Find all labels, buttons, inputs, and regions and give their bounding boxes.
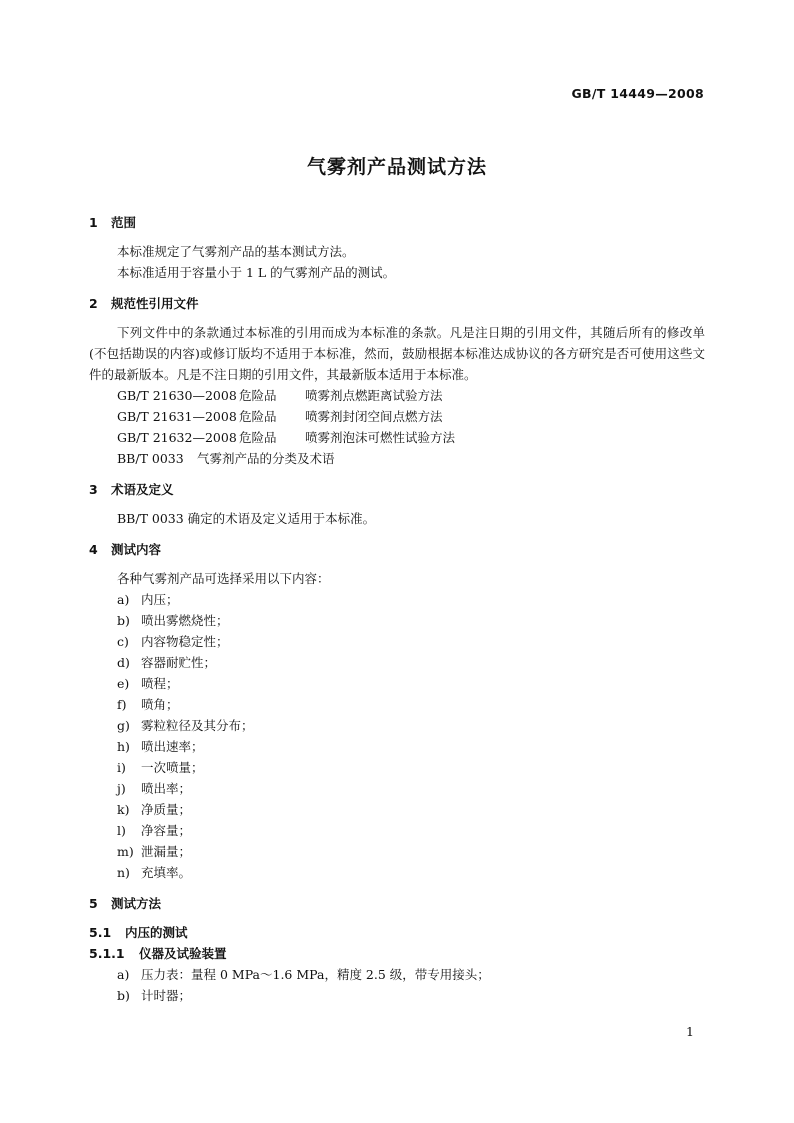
subsection-5-1-heading <box>89 922 705 943</box>
section-title: 术语及定义 <box>111 482 174 497</box>
list-marker: g) <box>117 718 130 733</box>
list-text: 内容物稳定性； <box>141 634 229 649</box>
list-marker: c) <box>117 634 129 649</box>
list-item <box>89 862 705 883</box>
section-number: 4 <box>89 542 98 557</box>
section-3-heading <box>89 479 705 500</box>
reference-name: 喷雾剂点燃距离试验方法 <box>305 388 443 403</box>
document-title: 气雾剂产品测试方法 <box>306 156 487 178</box>
section-title: 测试方法 <box>111 896 162 911</box>
list-item <box>89 799 705 820</box>
list-text: 喷出速率； <box>141 739 204 754</box>
section-title: 范围 <box>111 215 137 230</box>
list-text: 压力表：量程 0 MPa～1.6 MPa，精度 2.5 级，带专用接头； <box>141 967 490 982</box>
list-marker: i) <box>117 760 126 775</box>
list-item <box>89 715 705 736</box>
reference-name: 气雾剂产品的分类及术语 <box>197 451 335 466</box>
list-marker: l) <box>117 823 126 838</box>
list-item <box>89 652 705 673</box>
reference-item <box>89 427 705 448</box>
reference-name: 喷雾剂封闭空间点燃方法 <box>305 409 443 424</box>
list-item <box>89 694 705 715</box>
list-text: 喷出雾燃烧性； <box>141 613 229 628</box>
reference-item <box>89 448 705 469</box>
list-marker: a) <box>117 592 130 607</box>
list-marker: k) <box>117 802 130 817</box>
section-number: 5 <box>89 896 98 911</box>
list-item <box>89 610 705 631</box>
standard-code: GB/T 14449—2008 <box>571 86 704 101</box>
section-number: 5.1 <box>89 925 112 940</box>
list-item <box>89 631 705 652</box>
list-text: 雾粒粒径及其分布； <box>141 718 254 733</box>
list-item <box>89 589 705 610</box>
list-marker: b) <box>117 988 130 1003</box>
list-marker: n) <box>117 865 130 880</box>
reference-code: GB/T 21630—2008 <box>117 388 237 403</box>
section-number: 2 <box>89 296 98 311</box>
reference-category: 危险品 <box>239 409 277 424</box>
section-number: 1 <box>89 215 98 230</box>
list-item <box>89 820 705 841</box>
subsection-5-1-1-heading <box>89 943 705 964</box>
list-marker: e) <box>117 676 130 691</box>
list-text: 喷程； <box>141 676 179 691</box>
reference-item <box>89 385 705 406</box>
section-2-heading <box>89 293 705 314</box>
section-title: 规范性引用文件 <box>111 296 199 311</box>
section-5-heading <box>89 893 705 914</box>
paragraph: 本标准适用于容量小于 1 L 的气雾剂产品的测试。 <box>117 265 396 280</box>
list-text: 喷出率； <box>141 781 192 796</box>
reference-code: GB/T 21631—2008 <box>117 409 237 424</box>
section-title: 仪器及试验装置 <box>139 946 227 961</box>
list-text: 计时器； <box>141 988 192 1003</box>
paragraph: 各种气雾剂产品可选择采用以下内容： <box>117 571 330 586</box>
section-number: 5.1.1 <box>89 946 125 961</box>
document-body <box>89 212 705 1006</box>
list-item <box>89 964 705 985</box>
list-marker: a) <box>117 967 130 982</box>
reference-name: 喷雾剂泡沫可燃性试验方法 <box>305 430 456 445</box>
list-text: 内压； <box>141 592 179 607</box>
section-title: 测试内容 <box>111 542 162 557</box>
list-marker: m) <box>117 844 134 859</box>
section-1-heading <box>89 212 705 233</box>
list-item <box>89 778 705 799</box>
paragraph: 下列文件中的条款通过本标准的引用而成为本标准的条款。凡是注日期的引用文件，其随后所有的修改单(不包括勘误的内容)或修订版均不适用于本标准，然而，鼓励根据本标准达成协议的各方研究是否可使用这些文件的最新版本。凡是不注日期的引用文件，其最新版本适用于本标准。 <box>89 325 705 382</box>
list-text: 泄漏量； <box>141 844 192 859</box>
paragraph: 本标准规定了气雾剂产品的基本测试方法。 <box>117 244 355 259</box>
list-text: 充填率。 <box>141 865 192 880</box>
reference-code: BB/T 0033 <box>117 451 184 466</box>
list-item <box>89 757 705 778</box>
list-marker: b) <box>117 613 130 628</box>
list-marker: f) <box>117 697 127 712</box>
list-marker: j) <box>117 781 126 796</box>
list-item <box>89 985 705 1006</box>
reference-item <box>89 406 705 427</box>
section-number: 3 <box>89 482 98 497</box>
reference-category: 危险品 <box>239 430 277 445</box>
list-text: 一次喷量； <box>141 760 204 775</box>
section-title: 内压的测试 <box>125 925 188 940</box>
page-number: 1 <box>686 1024 694 1039</box>
list-item <box>89 673 705 694</box>
list-text: 容器耐贮性； <box>141 655 217 670</box>
list-text: 净容量； <box>141 823 192 838</box>
list-item <box>89 841 705 862</box>
list-text: 喷角； <box>141 697 179 712</box>
list-item <box>89 736 705 757</box>
list-marker: h) <box>117 739 130 754</box>
list-text: 净质量； <box>141 802 192 817</box>
reference-category: 危险品 <box>239 388 277 403</box>
reference-code: GB/T 21632—2008 <box>117 430 237 445</box>
paragraph: BB/T 0033 确定的术语及定义适用于本标准。 <box>117 511 376 526</box>
section-4-heading <box>89 539 705 560</box>
list-marker: d) <box>117 655 130 670</box>
